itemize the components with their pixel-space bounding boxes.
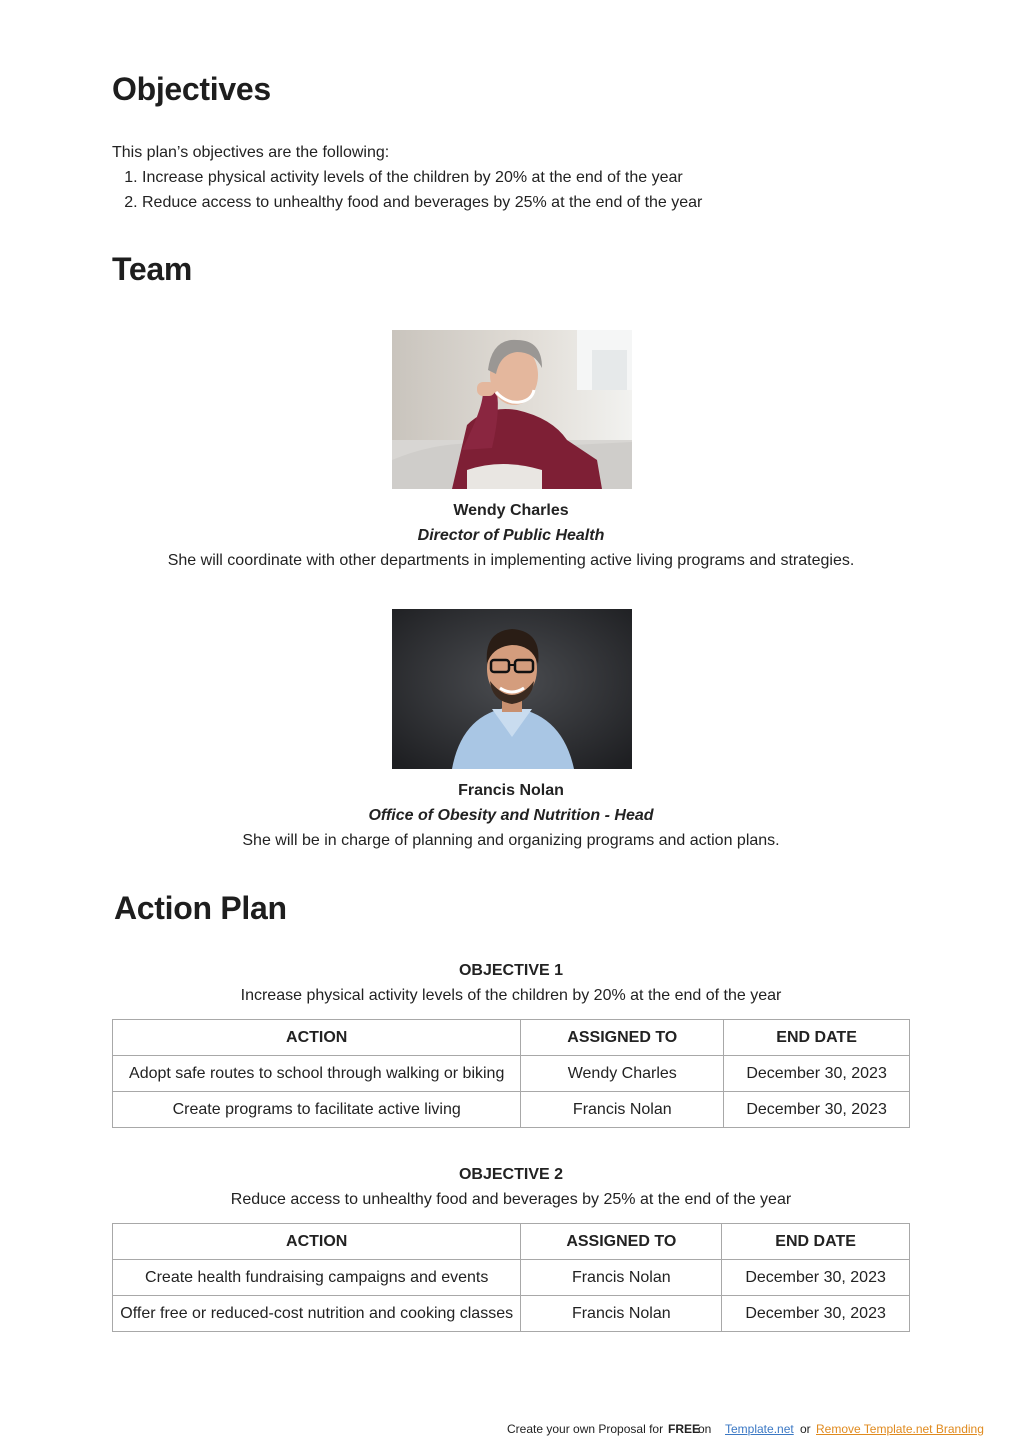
assigned-to-cell: Francis Nolan xyxy=(521,1260,722,1296)
column-header-assigned-to: ASSIGNED TO xyxy=(521,1020,724,1056)
column-header-end-date: END DATE xyxy=(724,1020,910,1056)
template-net-link[interactable]: Template.net xyxy=(725,1422,794,1436)
team-heading: Team xyxy=(112,251,193,287)
assigned-to-cell: Wendy Charles xyxy=(521,1056,724,1092)
column-header-action: ACTION xyxy=(113,1224,521,1260)
objectives-heading: Objectives xyxy=(112,71,271,107)
assigned-to-cell: Francis Nolan xyxy=(521,1296,722,1332)
action-plan-heading: Action Plan xyxy=(114,890,287,926)
action-cell: Create programs to facilitate active living xyxy=(113,1092,521,1128)
table-header-row xyxy=(113,1224,910,1260)
table-row xyxy=(113,1056,910,1092)
remove-branding-link[interactable]: Remove Template.net Branding xyxy=(816,1422,984,1436)
member-name: Wendy Charles xyxy=(453,502,569,519)
action-cell: Adopt safe routes to school through walking or biking xyxy=(113,1056,521,1092)
footer-free-text: FREE xyxy=(668,1422,701,1436)
objective-1-table xyxy=(112,1019,910,1128)
member-description: She will be in charge of planning and organizing programs and action plans. xyxy=(242,832,780,849)
objective-2-table xyxy=(112,1223,910,1332)
objective-label: OBJECTIVE 1 xyxy=(458,962,564,979)
column-header-action: ACTION xyxy=(113,1020,521,1056)
column-header-assigned-to: ASSIGNED TO xyxy=(521,1224,722,1260)
assigned-to-cell: Francis Nolan xyxy=(521,1092,724,1128)
man-portrait-image xyxy=(392,609,632,769)
member-name: Francis Nolan xyxy=(458,782,564,799)
table-row xyxy=(113,1296,910,1332)
column-header-end-date: END DATE xyxy=(722,1224,910,1260)
footer-or-text: or xyxy=(800,1422,811,1436)
table-row xyxy=(113,1092,910,1128)
woman-portrait-image xyxy=(392,330,632,489)
objective-description: Reduce access to unhealthy food and beverages by 25% at the end of the year xyxy=(230,1191,792,1208)
member-title: Director of Public Health xyxy=(417,527,605,544)
table-row xyxy=(113,1260,910,1296)
action-cell: Create health fundraising campaigns and events xyxy=(113,1260,521,1296)
action-cell: Offer free or reduced-cost nutrition and cooking classes xyxy=(113,1296,521,1332)
objective-item: 1. Increase physical activity levels of the children by 20% at the end of the year xyxy=(142,165,702,190)
footer-prefix-text: Create your own Proposal for xyxy=(507,1422,664,1436)
table-header-row xyxy=(113,1020,910,1056)
francis-nolan-photo xyxy=(392,609,632,769)
branding-footer xyxy=(0,1419,1024,1439)
objectives-list xyxy=(112,165,702,215)
footer-on-text: on xyxy=(698,1422,712,1436)
objectives-intro: This plan’s objectives are the following: xyxy=(112,144,390,161)
objective-label: OBJECTIVE 2 xyxy=(458,1166,564,1183)
wendy-charles-photo xyxy=(392,330,632,489)
objective-item: 2. Reduce access to unhealthy food and beverages by 25% at the end of the year xyxy=(142,190,702,215)
member-description: She will coordinate with other departments in implementing active living programs and strategies. xyxy=(167,552,855,569)
end-date-cell: December 30, 2023 xyxy=(722,1296,910,1332)
member-title: Office of Obesity and Nutrition - Head xyxy=(368,807,654,824)
end-date-cell: December 30, 2023 xyxy=(722,1260,910,1296)
end-date-cell: December 30, 2023 xyxy=(724,1092,910,1128)
end-date-cell: December 30, 2023 xyxy=(724,1056,910,1092)
objective-description: Increase physical activity levels of the children by 20% at the end of the year xyxy=(240,987,782,1004)
